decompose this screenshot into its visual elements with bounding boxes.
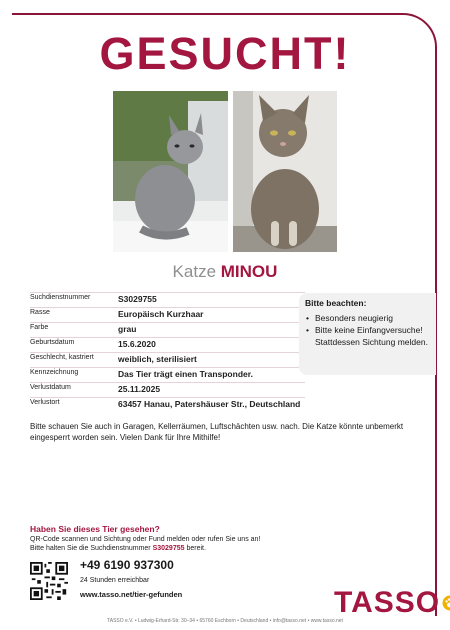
- tasso-logo: [334, 586, 450, 620]
- detail-row: [30, 323, 305, 338]
- notice-box: [299, 293, 436, 375]
- reference-suffix: bereit.: [186, 545, 206, 552]
- detail-row: [30, 383, 305, 398]
- detail-label: Kennzeichnung: [30, 368, 118, 383]
- cat-photo-portrait: [233, 91, 337, 252]
- contact-heading: Haben Sie dieses Tier gesehen?: [30, 524, 160, 534]
- detail-value: 63457 Hanau, Patershäuser Str., Deutschland: [118, 398, 305, 413]
- contact-phone[interactable]: +49 6190 937300: [80, 558, 174, 572]
- detail-value: Europäisch Kurzhaar: [118, 308, 305, 323]
- reference-number: S3029755: [152, 545, 185, 552]
- reference-prefix: Bitte halten Sie die Suchdienstnummer: [30, 545, 151, 552]
- paw-icon: [442, 595, 450, 611]
- footer-address: TASSO e.V. • Ludwig-Erhard-Str. 30–34 • 65760 Eschborn • Deutschland • info@tasso.net • www.tasso.net: [107, 618, 343, 624]
- pet-name: MINOU: [220, 262, 278, 281]
- notice-tail: Stattdessen Sichtung melden.: [315, 337, 428, 347]
- contact-instruction: QR-Code scannen und Sichtung oder Fund melden oder rufen Sie uns an!: [30, 536, 261, 543]
- detail-label: Geburtsdatum: [30, 338, 118, 353]
- detail-label: Verlustort: [30, 398, 118, 413]
- detail-label: Geschlecht, kastriert: [30, 353, 118, 368]
- detail-value: S3029755: [118, 293, 305, 308]
- notice-list: [305, 312, 430, 336]
- detail-label: Rasse: [30, 308, 118, 323]
- pet-details-table: [30, 292, 305, 412]
- contact-reference-line: [30, 545, 206, 552]
- pet-name-heading: [0, 262, 450, 282]
- detail-label: Farbe: [30, 323, 118, 338]
- detail-row: [30, 353, 305, 368]
- detail-value: 25.11.2025: [118, 383, 305, 398]
- qr-code-icon[interactable]: [30, 562, 68, 600]
- notice-item: • Bitte keine Einfangversuche!: [315, 324, 430, 336]
- cat-photo-sitting-window: [113, 91, 228, 252]
- detail-row: [30, 308, 305, 323]
- detail-row: [30, 398, 305, 413]
- contact-url-link[interactable]: www.tasso.net/tier-gefunden: [80, 590, 183, 599]
- pet-species: Katze: [172, 262, 217, 281]
- logo-text: TASSO: [334, 586, 441, 619]
- detail-label: Suchdienstnummer: [30, 293, 118, 308]
- detail-row: [30, 293, 305, 308]
- poster-title: GESUCHT!: [99, 28, 351, 79]
- detail-value: Das Tier trägt einen Transponder.: [118, 368, 305, 383]
- detail-value: grau: [118, 323, 305, 338]
- detail-row: [30, 368, 305, 383]
- detail-value: 15.6.2020: [118, 338, 305, 353]
- notice-heading: Bitte beachten:: [305, 298, 367, 308]
- detail-row: [30, 338, 305, 353]
- search-description: Bitte schauen Sie auch in Garagen, Kellerräumen, Luftschächten usw. nach. Die Katze könnte unbemerkt eingesperrt worden sein. Vielen Dank für Ihre Mithilfe!: [30, 422, 404, 442]
- contact-hours: 24 Stunden erreichbar: [80, 577, 150, 584]
- detail-label: Verlustdatum: [30, 383, 118, 398]
- detail-value: weiblich, sterilisiert: [118, 353, 305, 368]
- notice-item: • Besonders neugierig: [315, 312, 430, 324]
